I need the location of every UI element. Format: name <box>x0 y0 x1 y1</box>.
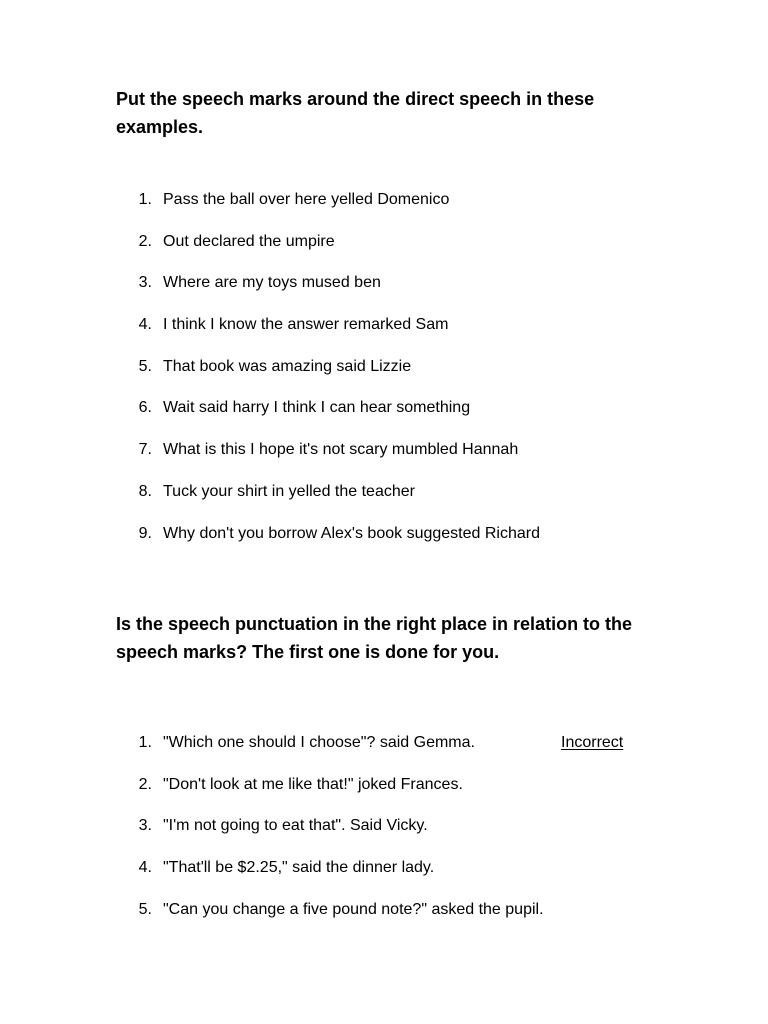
item-number: 3. <box>138 274 152 292</box>
list-item <box>116 439 676 481</box>
section2-heading: Is the speech punctuation in the right place in relation to the speech marks? The first one is done for you. <box>116 614 633 662</box>
item-text: "Don't look at me like that!" joked Frances. <box>163 775 463 793</box>
item-number: 9. <box>138 524 152 542</box>
list-item <box>116 523 676 565</box>
item-number: 4. <box>138 859 152 877</box>
list-item <box>116 899 676 941</box>
item-number: 3. <box>138 817 152 835</box>
item-number: 2. <box>138 232 152 250</box>
list-item <box>116 481 676 523</box>
item-number: 1. <box>138 734 152 751</box>
item-number: 7. <box>138 441 152 459</box>
item-text: "Which one should I choose"? said Gemma. <box>163 734 475 751</box>
list-item <box>116 774 676 816</box>
answer-incorrect: Incorrect <box>561 734 624 751</box>
item-text: "Can you change a five pound note?" asked the pupil. <box>163 900 544 918</box>
item-text: I think I know the answer remarked Sam <box>163 316 449 334</box>
item-number: 8. <box>138 482 152 500</box>
item-text: "That'll be $2.25," said the dinner lady. <box>163 859 435 877</box>
item-text: Tuck your shirt in yelled the teacher <box>163 482 415 500</box>
item-number: 6. <box>138 399 152 417</box>
item-number: 1. <box>138 191 152 208</box>
item-text: Wait said harry I think I can hear something <box>163 399 471 417</box>
list-item <box>116 857 676 899</box>
section2-list <box>116 732 676 940</box>
item-text: Where are my toys mused ben <box>163 274 381 292</box>
item-text: Why don't you borrow Alex's book suggested Richard <box>163 524 540 542</box>
item-text: Out declared the umpire <box>163 232 335 250</box>
section1-heading: Put the speech marks around the direct speech in these examples. <box>116 89 595 137</box>
list-item <box>116 231 676 273</box>
list-item <box>116 397 676 439</box>
item-number: 5. <box>138 357 152 375</box>
item-text: Pass the ball over here yelled Domenico <box>163 191 450 208</box>
list-item <box>116 189 676 231</box>
list-item <box>116 732 676 774</box>
item-text: "I'm not going to eat that". Said Vicky. <box>163 817 428 835</box>
item-text: What is this I hope it's not scary mumbled Hannah <box>163 441 519 459</box>
item-number: 4. <box>138 316 152 334</box>
item-text: That book was amazing said Lizzie <box>163 357 412 375</box>
section1-list <box>116 189 676 564</box>
item-number: 5. <box>138 900 152 918</box>
item-number: 2. <box>138 775 152 793</box>
list-item <box>116 314 676 356</box>
list-item <box>116 356 676 398</box>
list-item <box>116 272 676 314</box>
list-item <box>116 815 676 857</box>
